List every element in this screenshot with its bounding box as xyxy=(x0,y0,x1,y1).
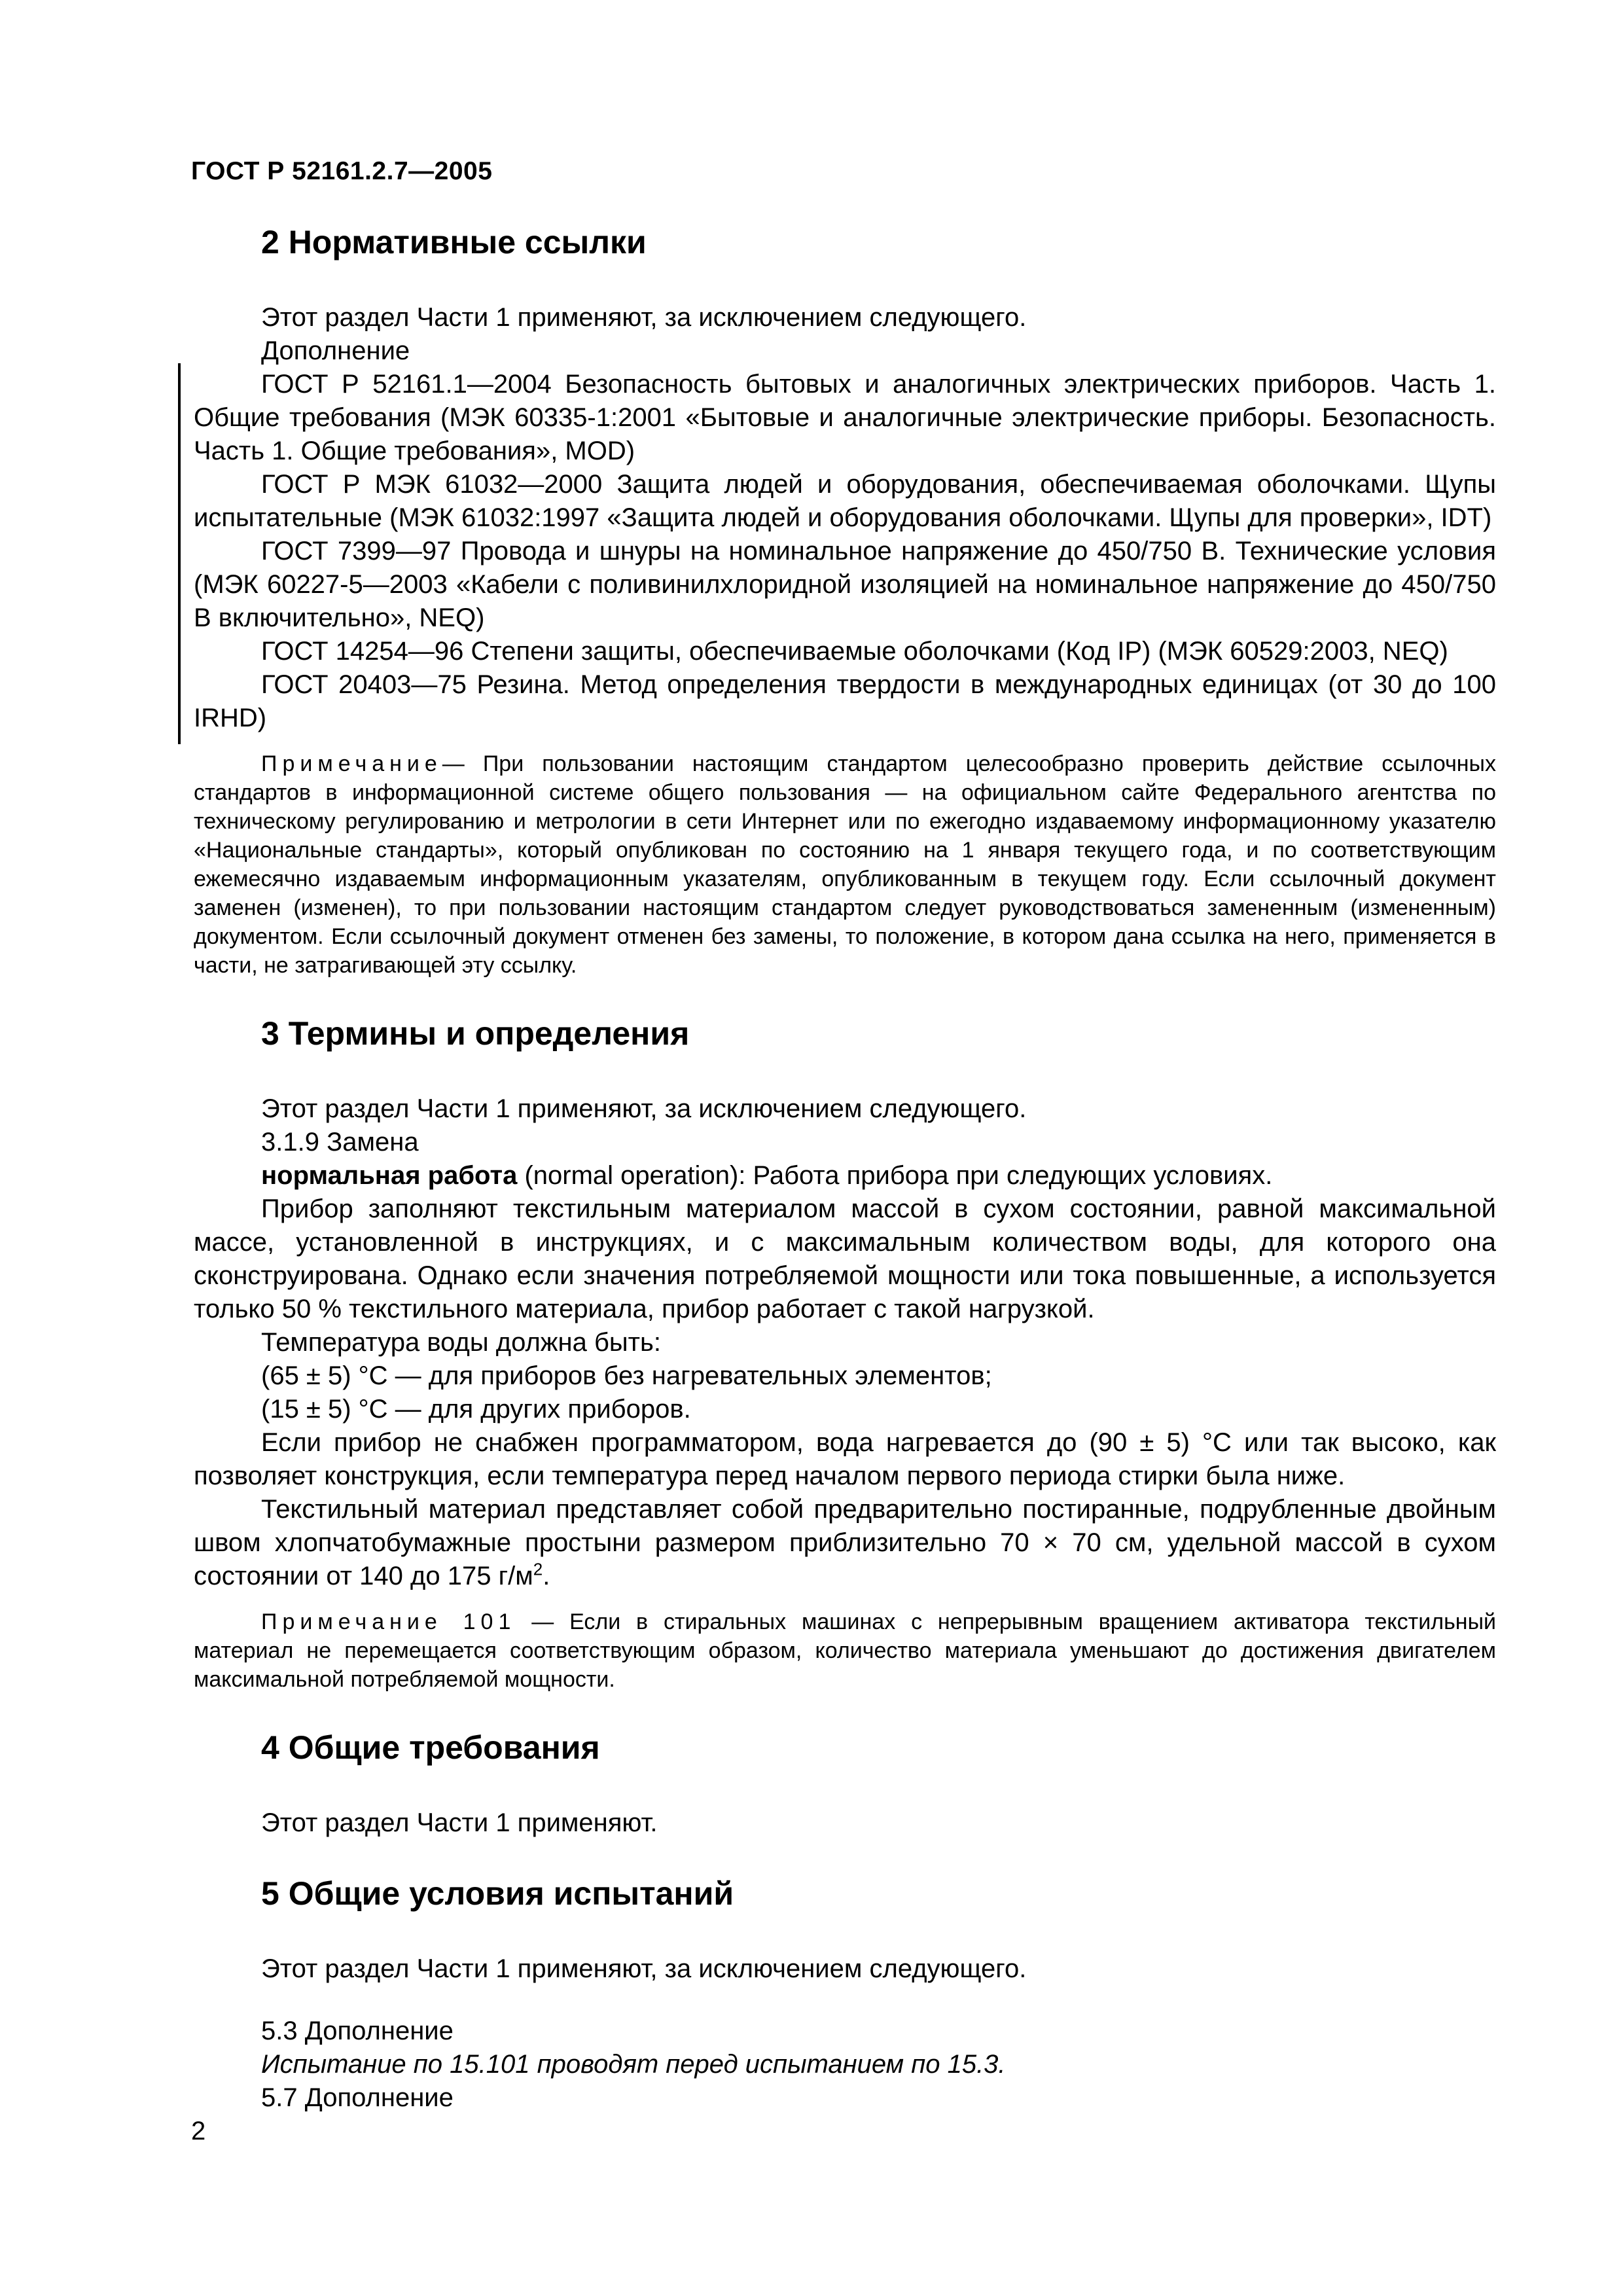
section-3-para-1: Прибор заполняют текстильным материалом массой в сухом состоянии, равной максимальной массе, установленной в инструкциях, и с максимальным количеством воды, для которого она сконструирована. Однако если значения потребляемой мощности или тока повышенные, а используется только 50 % текстильного материала, прибор работает с такой нагрузкой. xyxy=(194,1194,1496,1323)
section-4-title: 4 Общие требования xyxy=(261,1729,600,1766)
section-2-note xyxy=(194,749,1496,980)
reference-5: ГОСТ 20403—75 Резина. Метод определения твердости в международных единицах (от 30 до 100 IRHD) xyxy=(194,670,1496,732)
section-2-title: 2 Нормативные ссылки xyxy=(261,224,647,260)
section-2-intro: Этот раздел Части 1 применяют, за исключением следующего. xyxy=(261,303,1027,332)
term-def: (normal operation): Работа прибора при следующих условиях. xyxy=(517,1161,1273,1190)
term: нормальная работа xyxy=(261,1161,518,1190)
note-text: — При пользовании настоящим стандартом целесообразно проверить действие ссылочных стандартов в информационной системе общего пользования — на официальном сайте Федерального агентства по техническому регулированию и метрологии в сети Интернет или по ежегодно издаваемому информационному указателю «Национальные стандарты», который опубликован по состоянию на 1 января текущего года, и по соответствующим ежемесячно издаваемым информационным указателям, опубликованным в текущем году. Если ссылочный документ заменен (изменен), то при пользовании настоящим стандартом следует руководствоваться замененным (измененным) документом. Если ссылочный документ отменен без замены, то положение, в котором дана ссылка на него, применяется в части, не затрагивающей эту ссылку. xyxy=(194,751,1496,978)
section-3-note xyxy=(194,1607,1496,1694)
reference-1: ГОСТ Р 52161.1—2004 Безопасность бытовых и аналогичных электрических приборов. Часть 1. Общие требования (МЭК 60335-1:2001 «Бытовые и аналогичные электрические приборы. Безопасность. Часть 1. Общие требования», MOD) xyxy=(194,370,1496,465)
section-4-text: Этот раздел Части 1 применяют. xyxy=(261,1808,658,1837)
document-code-header: ГОСТ Р 52161.2.7—2005 xyxy=(191,157,493,185)
para3-end: . xyxy=(543,1562,550,1590)
section-5-title: 5 Общие условия испытаний xyxy=(261,1875,734,1912)
para3-sup: 2 xyxy=(533,1559,543,1579)
section-3-title: 3 Термины и определения xyxy=(261,1015,690,1052)
clause-5-3-text: Испытание по 15.101 проводят перед испытанием по 15.3. xyxy=(261,2050,1006,2079)
change-bar xyxy=(178,363,181,744)
reference-4: ГОСТ 14254—96 Степени защиты, обеспечиваемые оболочками (Код IP) (МЭК 60529:2003, NEQ) xyxy=(261,637,1448,666)
note-label: Примечание xyxy=(261,751,442,776)
reference-3: ГОСТ 7399—97 Провода и шнуры на номинальное напряжение до 450/750 В. Технические условия (МЭК 60227-5—2003 «Кабели с поливинилхлоридной изоляцией на номинальное напряжение до 450/750 В включительно», NEQ) xyxy=(194,537,1496,632)
clause-5-7: 5.7 Дополнение xyxy=(261,2083,454,2112)
section-3-intro: Этот раздел Части 1 применяют, за исключением следующего. xyxy=(261,1094,1027,1123)
section-3-para-3 xyxy=(194,1493,1496,1593)
temp-line-2: (15 ± 5) °С — для других приборов. xyxy=(261,1395,691,1424)
note-101-label: Примечание 101 xyxy=(261,1609,516,1634)
section-3-para-2: Если прибор не снабжен программатором, вода нагревается до (90 ± 5) °С или так высоко, как позволяет конструкция, если температура перед началом первого периода стирки была ниже. xyxy=(194,1428,1496,1490)
term-definition xyxy=(194,1159,1496,1193)
clause-5-3: 5.3 Дополнение xyxy=(261,2017,454,2045)
note-101-text: — Если в стиральных машинах с непрерывным вращением активатора текстильный материал не перемещается соответствующим образом, количество материала уменьшают до достижения двигателем максимальной потребляемой мощности. xyxy=(194,1609,1496,1692)
para3-text: Текстильный материал представляет собой предварительно постиранные, подрубленные двойным швом хлопчатобумажные простыни размером приблизительно 70 × 70 см, удельной массой в сухом состоянии от 140 до 175 г/м xyxy=(194,1495,1496,1590)
page-number: 2 xyxy=(191,2117,206,2145)
clause-3-1-9: 3.1.9 Замена xyxy=(261,1128,419,1157)
page-content xyxy=(194,223,1496,2115)
temp-line-1: (65 ± 5) °С — для приборов без нагревательных элементов; xyxy=(261,1361,992,1390)
section-5-intro: Этот раздел Части 1 применяют, за исключением следующего. xyxy=(261,1954,1027,1983)
section-2-addition: Дополнение xyxy=(261,336,410,365)
reference-2: ГОСТ Р МЭК 61032—2000 Защита людей и оборудования, обеспечиваемая оболочками. Щупы испытательные (МЭК 61032:1997 «Защита людей и оборудования оболочками. Щупы для проверки», IDT) xyxy=(194,470,1496,532)
temp-intro: Температура воды должна быть: xyxy=(261,1328,661,1357)
